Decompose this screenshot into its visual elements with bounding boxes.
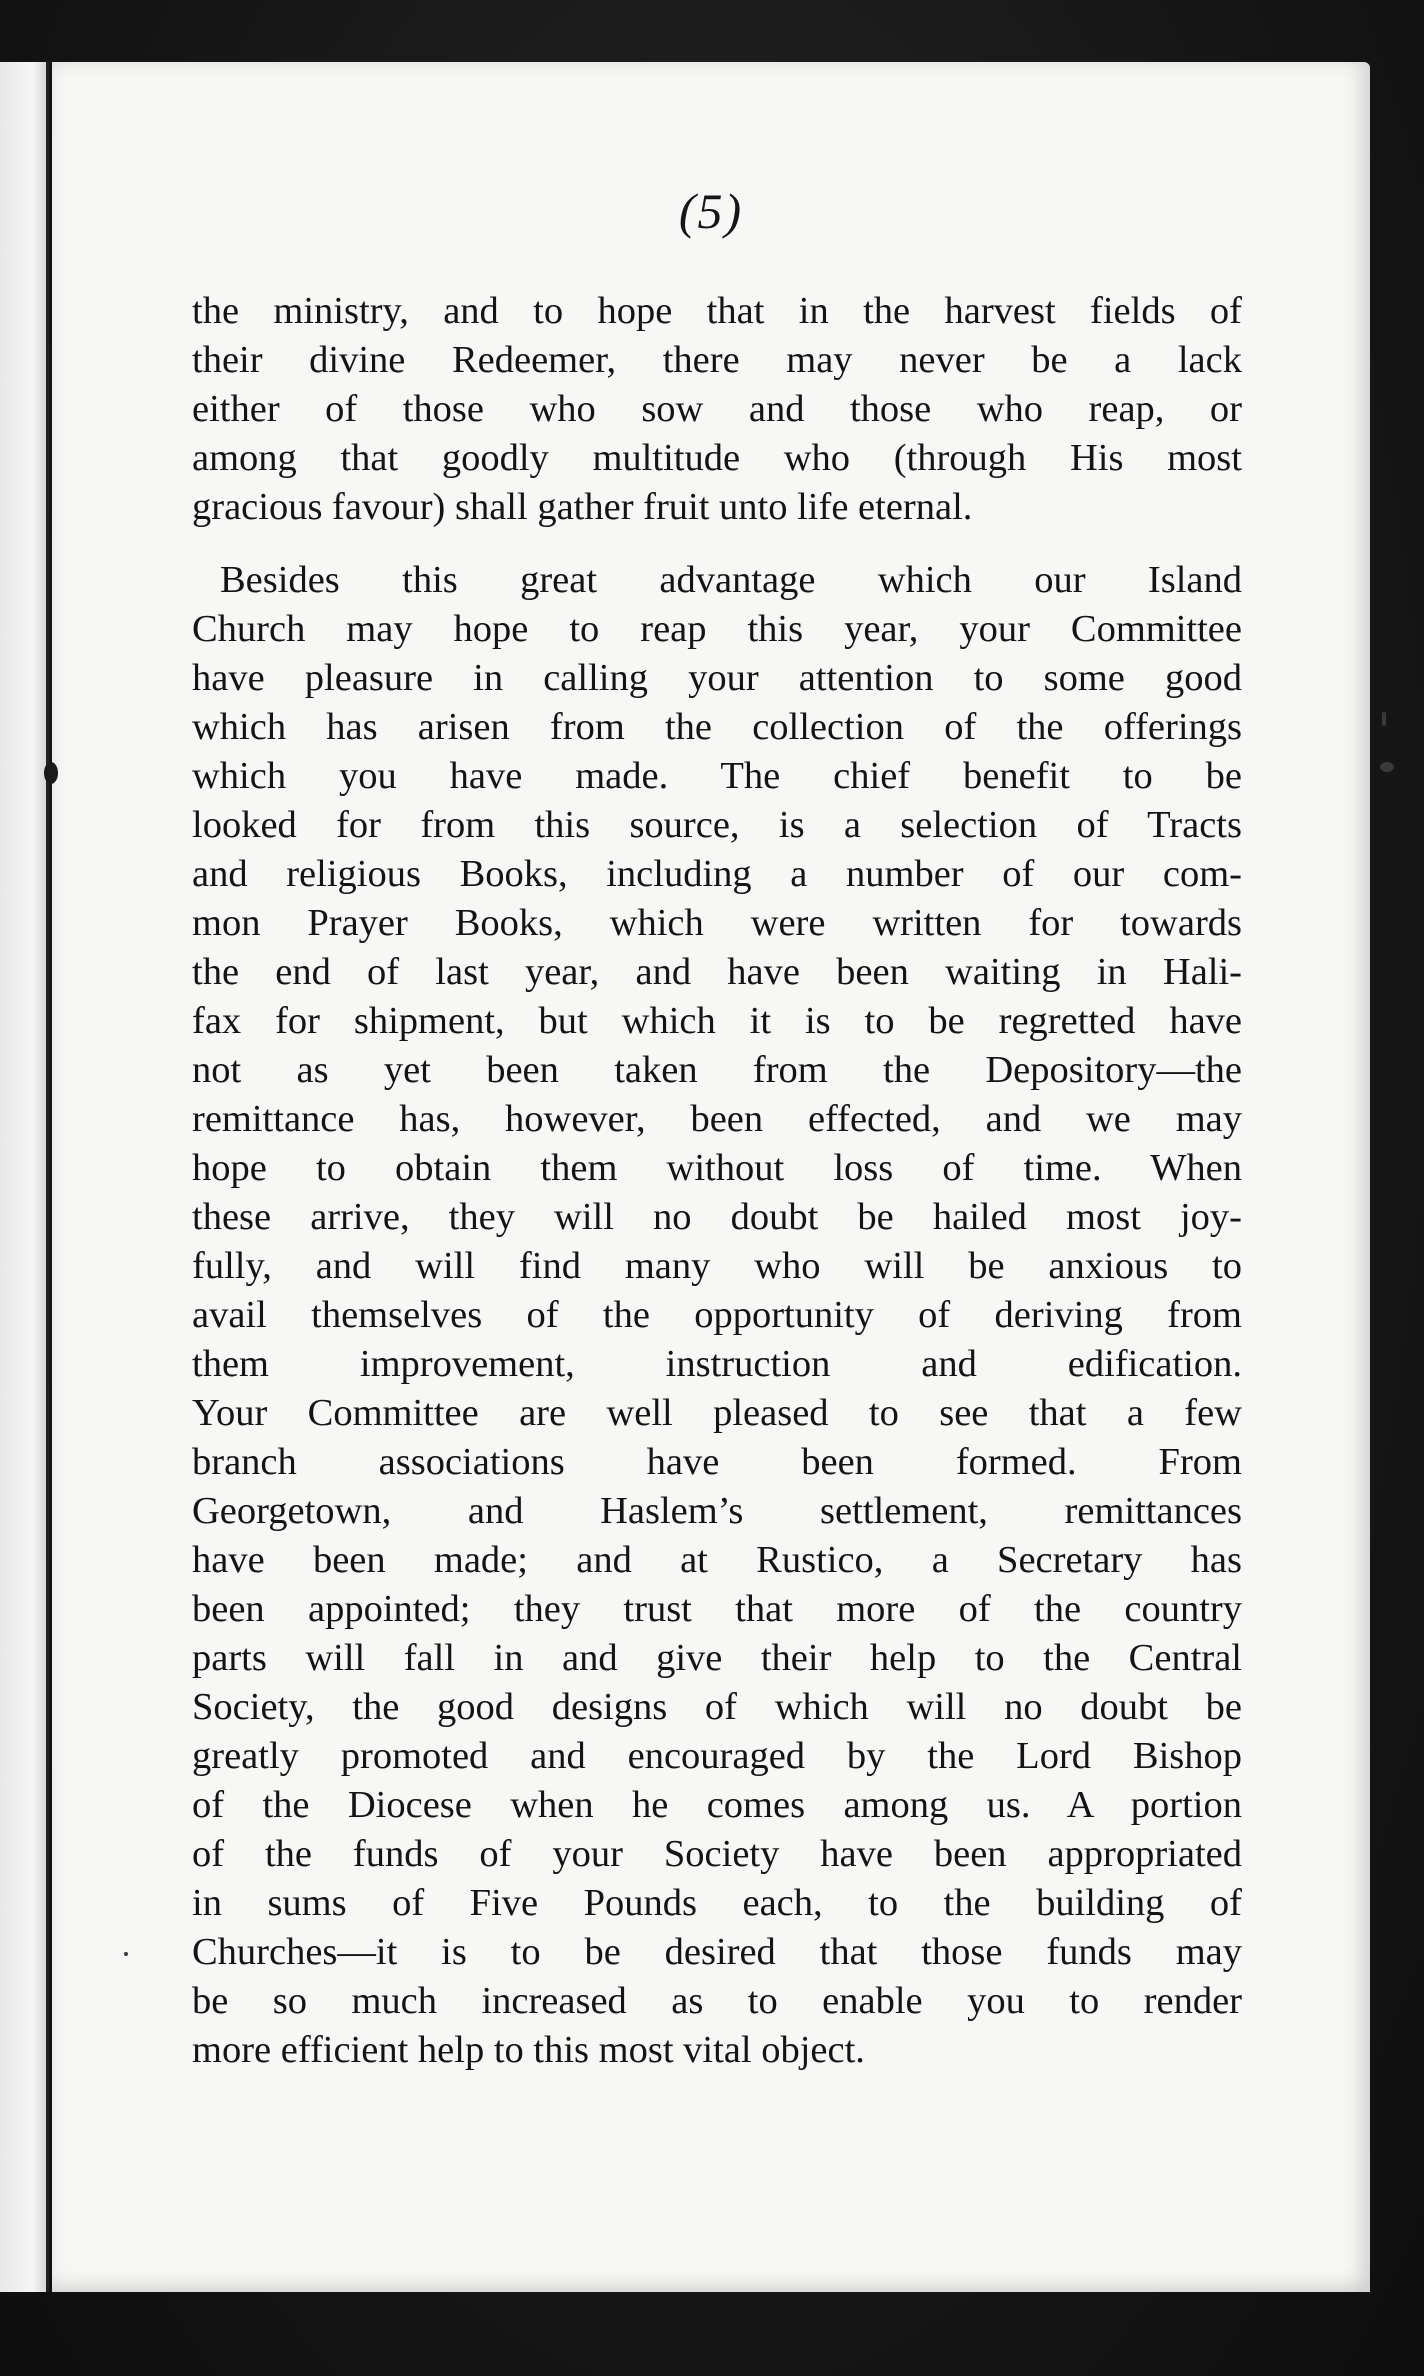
text-line: either of those who sow and those who reap, or — [192, 388, 1242, 430]
text-line: Besides this great advantage which our Island — [220, 559, 1242, 601]
text-line: fax for shipment, but which it is to be regretted have — [192, 1000, 1242, 1042]
text-line: remittance has, however, been effected, and we may — [192, 1098, 1242, 1140]
text-line: been appointed; they trust that more of the country — [192, 1588, 1242, 1630]
text-line: parts will fall in and give their help to the Central — [192, 1637, 1242, 1679]
binding-mark — [44, 762, 58, 784]
text-line: hope to obtain them without loss of time. When — [192, 1147, 1242, 1189]
text-line: Church may hope to reap this year, your Committee — [192, 608, 1242, 650]
text-line: in sums of Five Pounds each, to the building of — [192, 1882, 1242, 1924]
text-line: looked for from this source, is a selection of Tracts — [192, 804, 1242, 846]
text-line: Society, the good designs of which will no doubt be — [192, 1686, 1242, 1728]
text-line: fully, and will find many who will be anxious to — [192, 1245, 1242, 1287]
text-line: the end of last year, and have been waiting in Hali- — [192, 951, 1242, 993]
text-line: have pleasure in calling your attention to some good — [192, 657, 1242, 699]
text-line: mon Prayer Books, which were written for towards — [192, 902, 1242, 944]
text-line: Georgetown, and Haslem’s settlement, remittances — [192, 1490, 1242, 1532]
ink-speck — [1380, 762, 1394, 772]
text-line: have been made; and at Rustico, a Secretary has — [192, 1539, 1242, 1581]
text-line: Churches—it is to be desired that those funds may — [192, 1931, 1242, 1973]
paragraph-1 — [192, 287, 1242, 532]
text-line: which has arisen from the collection of the offerings — [192, 706, 1242, 748]
book-page — [52, 62, 1370, 2292]
text-line: of the Diocese when he comes among us. A portion — [192, 1784, 1242, 1826]
text-line: the ministry, and to hope that in the harvest fields of — [192, 290, 1242, 332]
text-line: of the funds of your Society have been appropriated — [192, 1833, 1242, 1875]
ink-speck — [1382, 712, 1386, 726]
text-line: and religious Books, including a number of our com- — [192, 853, 1242, 895]
text-line: these arrive, they will no doubt be hailed most joy- — [192, 1196, 1242, 1238]
page-number: (5) — [678, 183, 744, 239]
text-line: not as yet been taken from the Depository—the — [192, 1049, 1242, 1091]
text-line: greatly promoted and encouraged by the Lord Bishop — [192, 1735, 1242, 1777]
facing-page-edge — [0, 62, 49, 2292]
text-line: among that goodly multitude who (through His most — [192, 437, 1242, 479]
text-line: gracious favour) shall gather fruit unto life eternal. — [192, 486, 973, 528]
ink-speck — [124, 1952, 128, 1956]
paragraph-2 — [192, 556, 1242, 2075]
text-line: be so much increased as to enable you to render — [192, 1980, 1242, 2022]
text-line: Your Committee are well pleased to see that a few — [192, 1392, 1242, 1434]
text-line: their divine Redeemer, there may never be a lack — [192, 339, 1242, 381]
text-line: branch associations have been formed. From — [192, 1441, 1242, 1483]
text-line: which you have made. The chief benefit to be — [192, 755, 1242, 797]
body-text — [192, 287, 1242, 2075]
text-line: more efficient help to this most vital object. — [192, 2029, 865, 2071]
text-line: avail themselves of the opportunity of deriving from — [192, 1294, 1242, 1336]
text-line: them improvement, instruction and edification. — [192, 1343, 1242, 1385]
